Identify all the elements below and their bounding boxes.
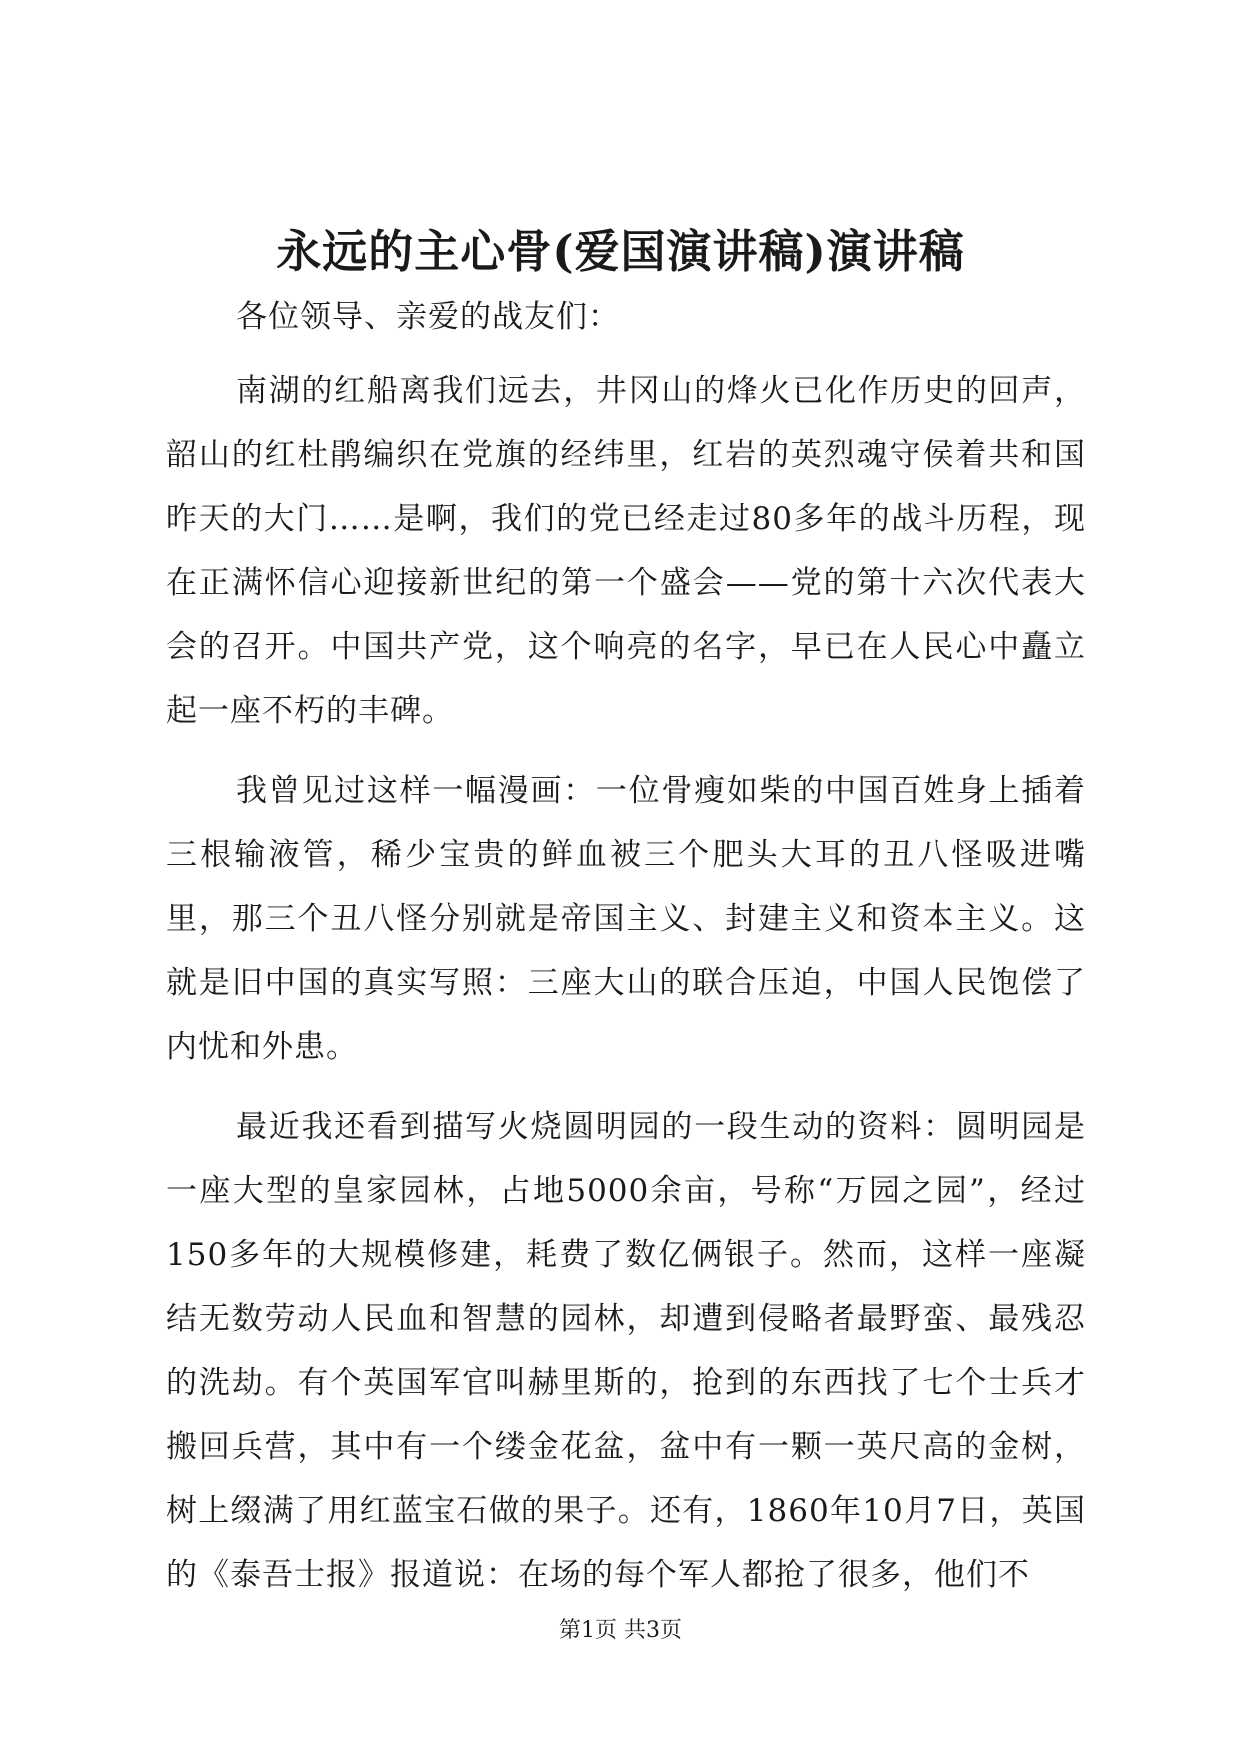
page-footer: 第1页 共3页: [559, 1618, 682, 1643]
greeting-paragraph: 各位领导、亲爱的战友们：: [236, 299, 620, 335]
body-paragraph: 我曾见过这样一幅漫画：一位骨瘦如柴的中国百姓身上插着三根输液管，稀少宝贵的鲜血被三个肥头大耳的丑八怪吸进嘴里，那三个丑八怪分别就是帝国主义、封建主义和资本主义。这就是旧中国的真实写照：三座大山的联合压迫，中国人民饱偿了内忧和外患。: [166, 773, 1086, 1065]
body-paragraph: 南湖的红船离我们远去，井冈山的烽火已化作历史的回声，韶山的红杜鹃编织在党旗的经纬里，红岩的英烈魂守侯着共和国昨天的大门……是啊，我们的党已经走过80多年的战斗历程，现在正满怀信心迎接新世纪的第一个盛会——党的第十六次代表大会的召开。中国共产党，这个响亮的名字，早已在人民心中矗立起一座不朽的丰碑。: [166, 373, 1086, 729]
document-body: [166, 285, 1086, 1623]
body-paragraph: 最近我还看到描写火烧圆明园的一段生动的资料：圆明园是一座大型的皇家园林，占地5000余亩，号称“万园之园”，经过150多年的大规模修建，耗费了数亿俩银子。然而，这样一座凝结无数劳动人民血和智慧的园林，却遭到侵略者最野蛮、最残忍的洗劫。有个英国军官叫赫里斯的，抢到的东西找了七个士兵才搬回兵营，其中有一个缕金花盆，盆中有一颗一英尺高的金树，树上缀满了用红蓝宝石做的果子。还有，1860年10月7日，英国的《泰吾士报》报道说：在场的每个军人都抢了很多，他们不: [166, 1109, 1086, 1593]
document-title: 永远的主心骨(爱国演讲稿)演讲稿: [276, 225, 965, 278]
